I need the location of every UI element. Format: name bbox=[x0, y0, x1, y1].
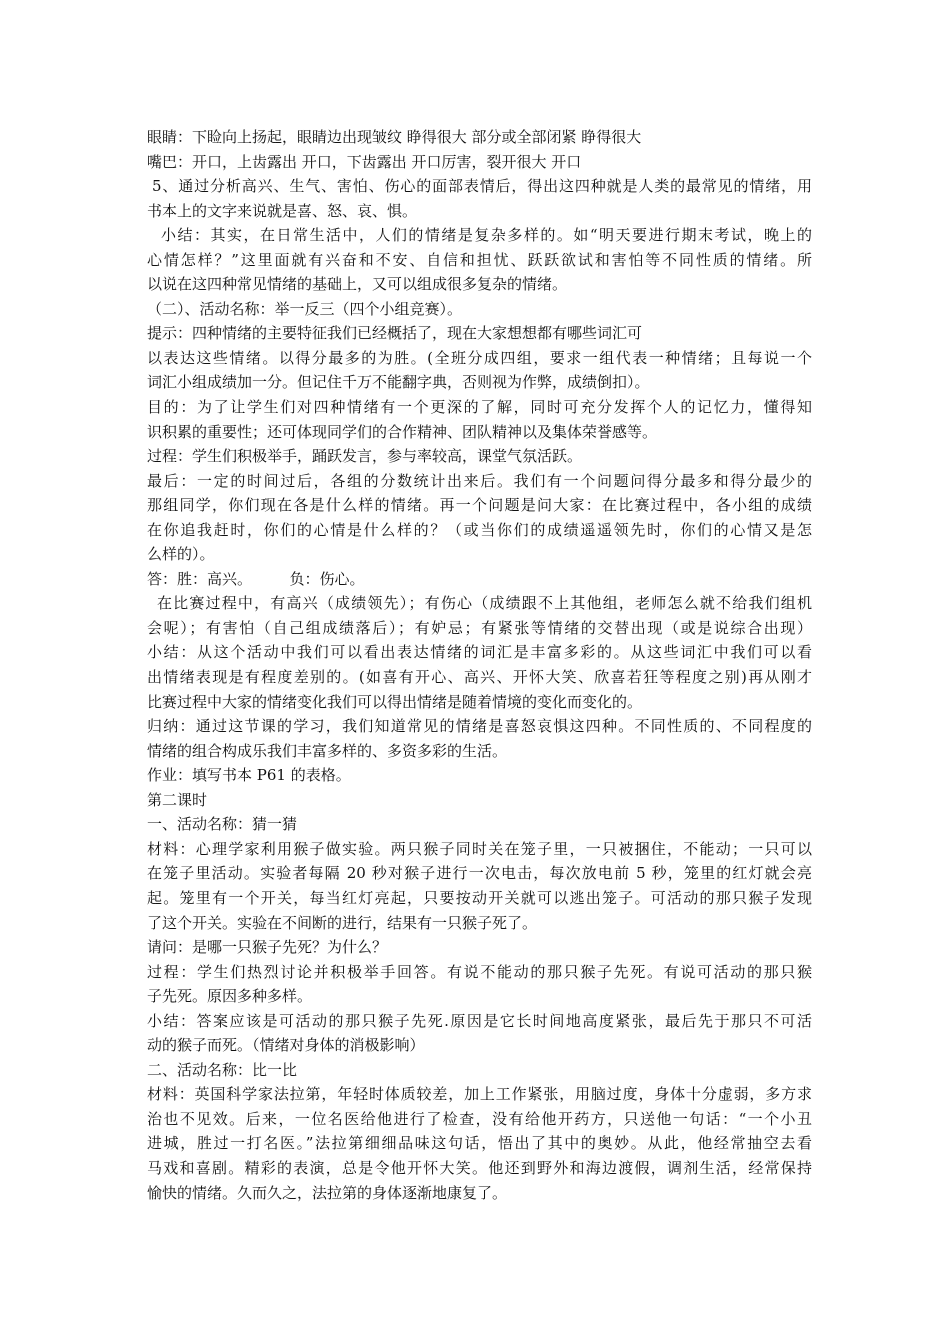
text-line: 5、通过分析高兴、生气、害怕、伤心的面部表情后，得出这四种就是人类的最常见的情绪，用 bbox=[152, 177, 812, 196]
text-line: 出情绪表现是有程度差别的。(如喜有开心、高兴、开怀大笑、欣喜若狂等程度之别)再从刚才 bbox=[147, 668, 812, 687]
text-line: 愉快的情绪。久而久之，法拉第的身体逐渐地康复了。 bbox=[147, 1183, 508, 1202]
text-line: 马戏和喜剧。精彩的表演，总是令他开怀大笑。他还到野外和海边渡假，调剂生活，经常保持 bbox=[147, 1158, 812, 1177]
text-line: 答：胜：高兴。 负：伤心。 bbox=[147, 569, 365, 588]
text-line: 比赛过程中大家的情绪变化我们可以得出情绪是随着情境的变化而变化的。 bbox=[147, 692, 643, 711]
text-line: 了这个开关。实验在不间断的进行，结果有一只猴子死了。 bbox=[147, 913, 538, 932]
text-line: 在比赛过程中，有高兴（成绩领先）；有伤心（成绩跟不上其他组，老师怎么就不给我们组机 bbox=[157, 594, 812, 613]
text-line: 识积累的重要性；还可体现同学们的合作精神、团队精神以及集体荣誉感等。 bbox=[147, 422, 658, 441]
text-line: 过程：学生们热烈讨论并积极举手回答。有说不能动的那只猴子先死。有说可活动的那只猴 bbox=[147, 962, 812, 981]
text-line: 子先死。原因多种多样。 bbox=[147, 987, 313, 1006]
text-line: 材料：心理学家利用猴子做实验。两只猴子同时关在笼子里，一只被捆住，不能动；一只可以 bbox=[147, 839, 812, 858]
text-line: 提示：四种情绪的主要特征我们已经概括了，现在大家想想都有哪些词汇可 bbox=[147, 324, 643, 343]
text-line: （二）、活动名称：举一反三（四个小组竞赛）。 bbox=[147, 299, 463, 318]
text-line: 书本上的文字来说就是喜、怒、哀、惧。 bbox=[147, 201, 418, 220]
text-line: 眼睛：下睑向上扬起，眼睛边出现皱纹 睁得很大 部分或全部闭紧 睁得很大 bbox=[147, 128, 642, 146]
text-line: 请问：是哪一只猴子先死？为什么？ bbox=[147, 938, 388, 957]
text-line: 归纳：通过这节课的学习，我们知道常见的情绪是喜怒哀惧这四种。不同性质的、不同程度的 bbox=[147, 717, 812, 736]
text-line: 心情怎样？”这里面就有兴奋和不安、自信和担忧、跃跃欲试和害怕等不同性质的情绪。所 bbox=[147, 250, 812, 269]
text-line: 情绪的组合构成乐我们丰富多样的、多资多彩的生活。 bbox=[147, 741, 508, 760]
text-line: 小结：从这个活动中我们可以看出表达情绪的词汇是丰富多彩的。从这些词汇中我们可以看 bbox=[147, 643, 812, 662]
text-line: 会呢）；有害怕（自己组成绩落后）；有妒忌；有紧张等情绪的交替出现（或是说综合出现） bbox=[147, 618, 812, 637]
text-line: 作业：填写书本 P61 的表格。 bbox=[147, 766, 351, 785]
text-line: 一、活动名称：猜一猜 bbox=[147, 815, 298, 834]
text-line: 词汇小组成绩加一分。但记住千万不能翻字典，否则视为作弊，成绩倒扣）。 bbox=[147, 373, 650, 392]
text-line: 在笼子里活动。实验者每隔 20 秒对猴子进行一次电击，每次放电前 5 秒，笼里的红灯就会亮 bbox=[147, 864, 812, 883]
text-line: 动的猴子而死。（情绪对身体的消极影响） bbox=[147, 1036, 425, 1055]
text-line: 进城，胜过一打名医。”法拉第细细品味这句话，悟出了其中的奥妙。从此，他经常抽空去看 bbox=[147, 1134, 812, 1153]
text-line: 最后：一定的时间过后，各组的分数统计出来后。我们有一个问题问得分最多和得分最少的 bbox=[147, 471, 812, 490]
text-line: 起。笼里有一个开关，每当红灯亮起，只要按动开关就可以逃出笼子。可活动的那只猴子发现 bbox=[147, 888, 812, 907]
text-line: 小结：其实，在日常生活中，人们的情绪是复杂多样的。如“明天要进行期末考试，晚上的 bbox=[161, 226, 812, 245]
text-line: 过程：学生们积极举手，踊跃发言，参与率较高，课堂气氛活跃。 bbox=[147, 447, 583, 466]
text-line: 在你追我赶时，你们的心情是什么样的？（或当你们的成绩遥遥领先时，你们的心情又是怎 bbox=[147, 520, 812, 539]
text-line: 治也不见效。后来，一位名医给他进行了检查，没有给他开药方，只送他一句话：“一个小丑 bbox=[147, 1109, 812, 1128]
text-line: 以说在这四种常见情绪的基础上，又可以组成很多复杂的情绪。 bbox=[147, 275, 568, 294]
document-page bbox=[147, 125, 812, 1205]
text-line: 么样的）。 bbox=[147, 545, 215, 564]
text-line: 那组同学，你们现在各是什么样的情绪。再一个问题是问大家：在比赛过程中，各小组的成绩 bbox=[147, 496, 812, 515]
text-line: 二、活动名称：比一比 bbox=[147, 1060, 298, 1079]
text-line: 材料：英国科学家法拉第，年轻时体质较差，加上工作紧张，用脑过度，身体十分虚弱，多方求 bbox=[147, 1085, 812, 1104]
text-line: 目的：为了让学生们对四种情绪有一个更深的了解，同时可充分发挥个人的记忆力，懂得知 bbox=[147, 398, 812, 417]
text-line: 以表达这些情绪。以得分最多的为胜。(全班分成四组，要求一组代表一种情绪；且每说一个 bbox=[147, 348, 812, 367]
text-line: 第二课时 bbox=[147, 790, 208, 809]
text-line: 嘴巴：开口，上齿露出 开口，下齿露出 开口厉害，裂开很大 开口 bbox=[147, 152, 582, 171]
text-line: 小结：答案应该是可活动的那只猴子先死.原因是它长时间地高度紧张，最后先于那只不可活 bbox=[147, 1011, 812, 1030]
